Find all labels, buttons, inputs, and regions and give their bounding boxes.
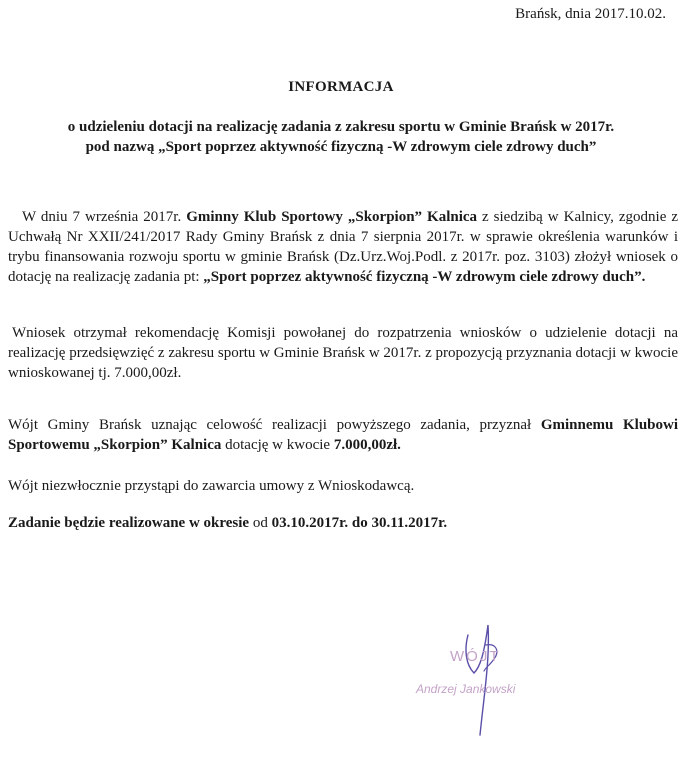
club-name: Gminny Klub Sportowy „Skorpion” Kalnica: [186, 209, 478, 225]
date-line: Brańsk, dnia 2017.10.02.: [515, 6, 666, 22]
paragraph-period: [8, 513, 678, 533]
period-label: Zadanie będzie realizowane w okresie: [8, 515, 250, 531]
p5-text-1: od: [249, 515, 272, 531]
paragraph-recommendation: Wniosek otrzymał rekomendację Komisji powołanej do rozpatrzenia wniosków o udzielenie dotacji na realizację przedsięwzięć z zakresu sportu w Gminie Brańsk w 2017r. z propozycją przyznania dotacji w kwocie wnioskowanej tj. 7.000,00zł.: [8, 325, 678, 381]
recipient-name: Gminnemu Klubowi Sportowemu „Skorpion” Kalnica: [8, 417, 678, 453]
stamp-name: Andrzej Jankowski: [416, 682, 516, 696]
grant-amount: 7.000,00zł.: [333, 437, 401, 453]
stamp-title: WÓJT: [450, 648, 501, 665]
p1-text-1: W dniu 7 września 2017r.: [22, 209, 187, 225]
p1-text-2: z siedzibą w Kalnicy, zgodnie z Uchwałą Nr XXII/241/2017 Rady Gminy Brańsk z dnia 7 sierpnia 2017r. w sprawie określenia warunków i trybu finansowania rozwoju sportu w gminie Brańsk (Dz.Urz.Woj.Podl. z 2017r. poz. 3103) złożył wniosek o dotację na realizację zadania pt:: [8, 209, 678, 285]
p3-text-1: Wójt Gminy Brańsk uznając celowość realizacji powyższego zadania, przyznał: [8, 417, 541, 433]
subtitle-line-1: o udzieleniu dotacji na realizację zadania z zakresu sportu w Gminie Brańsk w 2017r.: [67, 119, 615, 135]
paragraph-application: [8, 207, 678, 287]
document-subtitle: [10, 117, 672, 157]
document-title: INFORMACJA: [288, 79, 394, 95]
paragraph-decision: [8, 415, 678, 455]
task-name: „Sport poprzez aktywność fizyczną -W zdrowym ciele zdrowy duch”.: [203, 269, 646, 285]
paragraph-contract: Wójt niezwłocznie przystąpi do zawarcia umowy z Wnioskodawcą.: [8, 478, 415, 494]
period-dates: 03.10.2017r. do 30.11.2017r.: [271, 515, 448, 531]
subtitle-line-2: pod nazwą „Sport poprzez aktywność fizyczną -W zdrowym ciele zdrowy duch”: [85, 139, 597, 155]
p3-text-2: dotację w kwocie: [221, 437, 334, 453]
signature-icon: [410, 615, 570, 745]
